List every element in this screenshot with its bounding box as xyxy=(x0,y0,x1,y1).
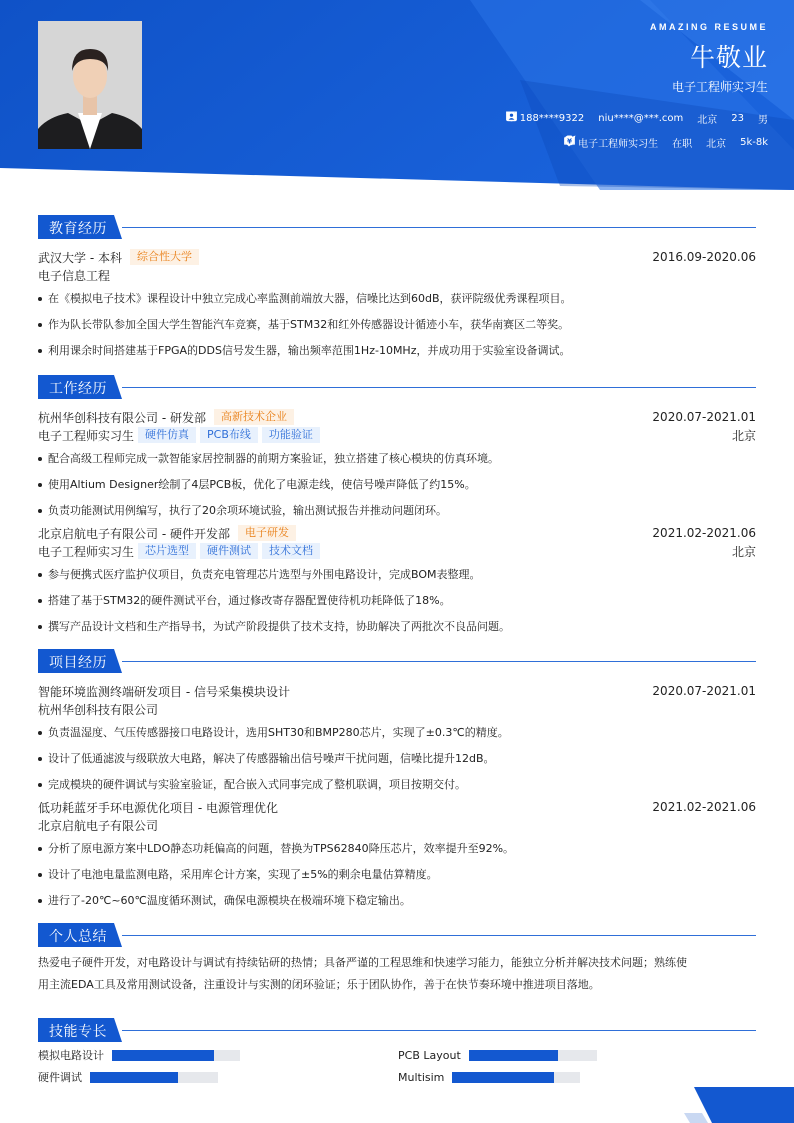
company-name: 杭州华创科技有限公司 - 研发部 xyxy=(38,410,206,425)
project-bullets xyxy=(38,720,756,798)
contact-email xyxy=(598,113,683,124)
section-divider xyxy=(122,1030,756,1031)
list-item: 进行了-20℃~60℃温度循环测试，确保电源模块在极端环境下稳定输出。 xyxy=(38,888,756,914)
skill-bar-fill xyxy=(452,1072,553,1083)
skill-item xyxy=(38,1048,240,1062)
section-divider xyxy=(122,227,756,228)
svg-text:¥: ¥ xyxy=(567,136,573,146)
skill-item xyxy=(398,1070,580,1084)
skill-item xyxy=(398,1048,597,1062)
salary-icon xyxy=(564,135,575,146)
list-item: 分析了原电源方案中LDO静态功耗偏高的问题，替换为TPS62840降压芯片，效率提升至92%。 xyxy=(38,836,756,862)
project-entry xyxy=(38,798,756,914)
skill-bar-fill xyxy=(90,1072,178,1083)
project-entry xyxy=(38,682,756,798)
section-header xyxy=(38,649,756,673)
skill-name: PCB Layout xyxy=(398,1048,461,1062)
company-name: 北京启航电子有限公司 - 硬件开发部 xyxy=(38,526,230,541)
resume-header xyxy=(0,0,794,200)
footer-decoration xyxy=(684,1087,794,1123)
skill-tag: 硬件测试 xyxy=(200,543,258,559)
section-tag xyxy=(38,375,122,399)
school-name: 武汉大学 - 本科 xyxy=(38,250,122,265)
candidate-title: 电子工程师实习生 xyxy=(671,80,768,94)
skill-bar-fill xyxy=(469,1050,559,1061)
job-role: 电子工程师实习生 xyxy=(38,544,135,559)
section-title: 个人总结 xyxy=(49,929,107,945)
list-item: 作为队长带队参加全国大学生智能汽车竞赛，基于STM32和红外传感器设计循迹小车，获华南赛区二等奖。 xyxy=(38,312,756,338)
intent-city xyxy=(706,135,726,150)
contact-gender xyxy=(758,111,768,126)
project-bullets xyxy=(38,836,756,914)
intent-position-text: 电子工程师实习生 xyxy=(578,139,659,150)
skill-tag: PCB布线 xyxy=(200,427,258,443)
education-entry-head xyxy=(38,248,756,266)
section-header xyxy=(38,1018,756,1042)
project-name: 低功耗蓝牙手环电源优化项目 - 电源管理优化 xyxy=(38,800,278,815)
list-item: 完成模块的硬件调试与实验室验证，配合嵌入式同事完成了整机联调，项目按期交付。 xyxy=(38,772,756,798)
section-tag xyxy=(38,923,122,947)
job-intent-row xyxy=(564,135,768,150)
skill-bar xyxy=(90,1072,218,1083)
intent-status-text: 在职 xyxy=(672,139,693,150)
skill-bar xyxy=(112,1050,240,1061)
list-item: 设计了电池电量监测电路，采用库仑计方案，实现了±5%的剩余电量估算精度。 xyxy=(38,862,756,888)
section-title: 技能专长 xyxy=(49,1024,107,1040)
work-section xyxy=(38,375,756,640)
skill-tag: 技术文档 xyxy=(262,543,320,559)
project-name: 智能环境监测终端研发项目 - 信号采集模块设计 xyxy=(38,684,290,699)
candidate-name: 牛敬业 xyxy=(689,43,768,72)
skills-section xyxy=(38,1018,756,1098)
list-item: 撰写产品设计文档和生产指导书，为试产阶段提供了技术支持，协助解决了两批次不良品问题。 xyxy=(38,614,756,640)
skills-grid xyxy=(38,1048,756,1098)
projects-section xyxy=(38,649,756,914)
skill-name: 硬件调试 xyxy=(38,1071,82,1084)
project-entry-head xyxy=(38,798,756,816)
work-bullets xyxy=(38,446,756,524)
section-divider xyxy=(122,387,756,388)
job-role: 电子工程师实习生 xyxy=(38,428,135,443)
project-org: 北京启航电子有限公司 xyxy=(38,818,159,833)
job-city: 北京 xyxy=(731,544,756,559)
section-title: 项目经历 xyxy=(49,655,107,671)
major-name: 电子信息工程 xyxy=(38,268,111,283)
summary-line: 用主流EDA工具及常用测试设备，注重设计与实测的闭环验证；乐于团队协作，善于在快节奏环境中推进项目落地。 xyxy=(38,978,600,991)
education-section xyxy=(38,215,756,364)
work-bullets xyxy=(38,562,756,640)
skill-name: 模拟电路设计 xyxy=(38,1049,104,1062)
section-tag xyxy=(38,215,122,239)
section-divider xyxy=(122,935,756,936)
work-entry xyxy=(38,524,756,640)
hometown-text: 北京 xyxy=(697,115,718,126)
project-date: 2020.07-2021.01 xyxy=(652,684,756,698)
summary-section xyxy=(38,923,756,996)
section-title: 教育经历 xyxy=(49,221,107,237)
section-header xyxy=(38,215,756,239)
skill-tag: 硬件仿真 xyxy=(138,427,196,443)
skill-item xyxy=(38,1070,218,1084)
contact-phone xyxy=(520,113,585,124)
work-role-line xyxy=(38,542,756,560)
school-tag: 综合性大学 xyxy=(130,249,199,265)
education-bullets xyxy=(38,286,756,364)
skill-bar xyxy=(452,1072,580,1083)
summary-line: 热爱电子硬件开发，对电路设计与调试有持续钻研的热情；具备严谨的工程思维和快速学习能力，能独立分析并解决技术问题；熟练使 xyxy=(38,956,687,969)
skill-tag: 功能验证 xyxy=(262,427,320,443)
section-tag xyxy=(38,1018,122,1042)
profile-photo xyxy=(38,21,142,149)
work-date: 2021.02-2021.06 xyxy=(652,526,756,540)
project-org-line xyxy=(38,700,756,718)
list-item: 配合高级工程师完成一款智能家居控制器的前期方案验证，独立搭建了核心模块的仿真环境。 xyxy=(38,446,756,472)
work-date: 2020.07-2021.01 xyxy=(652,410,756,424)
summary-text xyxy=(38,952,756,996)
gender-text: 男 xyxy=(758,115,768,126)
section-divider xyxy=(122,661,756,662)
company-tag: 高新技术企业 xyxy=(214,409,294,425)
skill-bar-fill xyxy=(112,1050,214,1061)
project-entry-head xyxy=(38,682,756,700)
work-role-line xyxy=(38,426,756,444)
intent-city-text: 北京 xyxy=(706,139,727,150)
work-entry-head xyxy=(38,408,756,426)
contact-age xyxy=(731,113,744,124)
gender-icon xyxy=(506,111,517,122)
skill-name: Multisim xyxy=(398,1070,445,1084)
project-org-line xyxy=(38,816,756,834)
work-entry xyxy=(38,408,756,524)
education-date: 2016.09-2020.06 xyxy=(652,250,756,264)
list-item: 参与便携式医疗监护仪项目，负责充电管理芯片选型与外围电路设计，完成BOM表整理。 xyxy=(38,562,756,588)
list-item: 设计了低通滤波与级联放大电路，解决了传感器输出信号噪声干扰问题，信噪比提升12dB。 xyxy=(38,746,756,772)
project-org: 杭州华创科技有限公司 xyxy=(38,702,159,717)
skill-tag: 芯片选型 xyxy=(138,543,196,559)
section-tag xyxy=(38,649,122,673)
work-entry-head xyxy=(38,524,756,542)
skill-bar xyxy=(469,1050,597,1061)
intent-salary-text: 5k-8k xyxy=(740,137,768,148)
section-header xyxy=(38,923,756,947)
project-date: 2021.02-2021.06 xyxy=(652,800,756,814)
contact-row xyxy=(506,111,768,126)
list-item: 搭建了基于STM32的硬件测试平台，通过修改寄存器配置使待机功耗降低了18%。 xyxy=(38,588,756,614)
phone-text: 188****9322 xyxy=(519,113,585,124)
intent-position xyxy=(578,135,658,150)
intent-status xyxy=(672,135,692,150)
education-major-line xyxy=(38,266,756,284)
age-text: 23 xyxy=(731,113,744,124)
job-city: 北京 xyxy=(731,428,756,443)
section-title: 工作经历 xyxy=(49,381,107,397)
email-text: niu****@***.com xyxy=(598,113,684,124)
list-item: 在《模拟电子技术》课程设计中独立完成心率监测前端放大器，信噪比达到60dB，获评院级优秀课程项目。 xyxy=(38,286,756,312)
company-tag: 电子研发 xyxy=(238,525,296,541)
list-item: 负责温湿度、气压传感器接口电路设计，选用SHT30和BMP280芯片，实现了±0.3℃的精度。 xyxy=(38,720,756,746)
list-item: 负责功能测试用例编写，执行了20余项环境试验，输出测试报告并推动问题闭环。 xyxy=(38,498,756,524)
resume-tagline: AMAZING RESUME xyxy=(650,22,768,32)
section-header xyxy=(38,375,756,399)
list-item: 使用Altium Designer绘制了4层PCB板，优化了电源走线，使信号噪声降低了约15%。 xyxy=(38,472,756,498)
contact-hometown xyxy=(697,111,717,126)
list-item: 利用课余时间搭建基于FPGA的DDS信号发生器，输出频率范围1Hz-10MHz，并成功用于实验室设备调试。 xyxy=(38,338,756,364)
